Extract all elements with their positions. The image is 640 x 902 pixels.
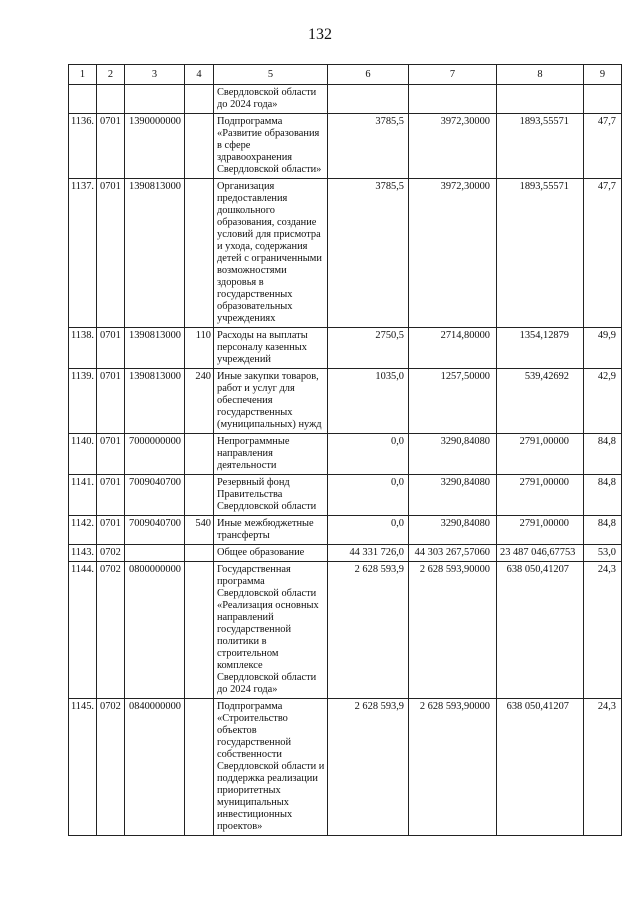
target-article-cell: 1390813000	[125, 328, 185, 369]
table-row	[69, 369, 622, 434]
target-article-cell: 7000000000	[125, 434, 185, 475]
expense-type-cell	[185, 699, 214, 836]
expense-type-cell	[185, 545, 214, 562]
percent-cell: 84,8	[584, 516, 622, 545]
approved-amount-cell: 2 628 593,9	[328, 699, 409, 836]
percent-cell: 53,0	[584, 545, 622, 562]
expense-type-cell	[185, 114, 214, 179]
executed-amount-cell: 638 050,41207	[497, 562, 584, 699]
section-code-cell: 0701	[97, 179, 125, 328]
section-code-cell	[97, 85, 125, 114]
description-cell: Непрограммные направления деятельности	[214, 434, 328, 475]
expense-type-cell	[185, 85, 214, 114]
section-code-cell: 0702	[97, 545, 125, 562]
target-article-cell: 0800000000	[125, 562, 185, 699]
approved-amount-cell: 2750,5	[328, 328, 409, 369]
description-cell: Подпрограмма «Развитие образования в сфере здравоохранения Свердловской области»	[214, 114, 328, 179]
row-number-cell: 1143.	[69, 545, 97, 562]
target-article-cell	[125, 545, 185, 562]
budget-table	[68, 64, 622, 836]
column-header: 1	[69, 65, 97, 85]
target-article-cell: 7009040700	[125, 516, 185, 545]
approved-amount-cell: 2 628 593,9	[328, 562, 409, 699]
table-row	[69, 328, 622, 369]
expense-type-cell: 540	[185, 516, 214, 545]
approved-amount-cell: 44 331 726,0	[328, 545, 409, 562]
table-header-row	[69, 65, 622, 85]
expense-type-cell	[185, 434, 214, 475]
target-article-cell: 0840000000	[125, 699, 185, 836]
section-code-cell: 0701	[97, 114, 125, 179]
row-number-cell	[69, 85, 97, 114]
percent-cell: 47,7	[584, 179, 622, 328]
section-code-cell: 0701	[97, 328, 125, 369]
description-cell: Организация предоставления дошкольного образования, создание условий для присмотра и ухода, содержания детей с ограниченными возможностями здоровья в государственных образовательных учреждениях	[214, 179, 328, 328]
row-number-cell: 1144.	[69, 562, 97, 699]
description-cell: Подпрограмма «Строительство объектов государственной собственности Свердловской области и поддержка реализации приоритетных муниципальных инвестиционных проектов»	[214, 699, 328, 836]
planned-amount-cell: 2714,80000	[409, 328, 497, 369]
executed-amount-cell: 1893,55571	[497, 179, 584, 328]
table-row	[69, 85, 622, 114]
section-code-cell: 0701	[97, 475, 125, 516]
description-cell: Свердловской области до 2024 года»	[214, 85, 328, 114]
planned-amount-cell: 3290,84080	[409, 475, 497, 516]
table-row	[69, 114, 622, 179]
executed-amount-cell: 2791,00000	[497, 434, 584, 475]
column-header: 6	[328, 65, 409, 85]
percent-cell: 24,3	[584, 699, 622, 836]
target-article-cell: 1390813000	[125, 369, 185, 434]
executed-amount-cell: 1354,12879	[497, 328, 584, 369]
row-number-cell: 1142.	[69, 516, 97, 545]
planned-amount-cell: 3290,84080	[409, 516, 497, 545]
target-article-cell: 1390000000	[125, 114, 185, 179]
table-row	[69, 434, 622, 475]
executed-amount-cell: 1893,55571	[497, 114, 584, 179]
section-code-cell: 0702	[97, 699, 125, 836]
row-number-cell: 1141.	[69, 475, 97, 516]
approved-amount-cell	[328, 85, 409, 114]
table-row	[69, 545, 622, 562]
row-number-cell: 1138.	[69, 328, 97, 369]
planned-amount-cell	[409, 85, 497, 114]
target-article-cell: 7009040700	[125, 475, 185, 516]
column-header: 8	[497, 65, 584, 85]
executed-amount-cell: 638 050,41207	[497, 699, 584, 836]
column-header: 2	[97, 65, 125, 85]
planned-amount-cell: 44 303 267,57060	[409, 545, 497, 562]
column-header: 3	[125, 65, 185, 85]
approved-amount-cell: 0,0	[328, 475, 409, 516]
expense-type-cell	[185, 475, 214, 516]
column-header: 7	[409, 65, 497, 85]
expense-type-cell: 110	[185, 328, 214, 369]
planned-amount-cell: 3972,30000	[409, 114, 497, 179]
expense-type-cell	[185, 179, 214, 328]
approved-amount-cell: 3785,5	[328, 114, 409, 179]
expense-type-cell	[185, 562, 214, 699]
target-article-cell	[125, 85, 185, 114]
column-header: 5	[214, 65, 328, 85]
row-number-cell: 1137.	[69, 179, 97, 328]
executed-amount-cell: 2791,00000	[497, 516, 584, 545]
section-code-cell: 0701	[97, 516, 125, 545]
percent-cell: 49,9	[584, 328, 622, 369]
section-code-cell: 0701	[97, 369, 125, 434]
column-header: 9	[584, 65, 622, 85]
row-number-cell: 1140.	[69, 434, 97, 475]
description-cell: Расходы на выплаты персоналу казенных учреждений	[214, 328, 328, 369]
column-header: 4	[185, 65, 214, 85]
description-cell: Иные межбюджетные трансферты	[214, 516, 328, 545]
percent-cell: 84,8	[584, 475, 622, 516]
planned-amount-cell: 1257,50000	[409, 369, 497, 434]
table-row	[69, 179, 622, 328]
executed-amount-cell: 539,42692	[497, 369, 584, 434]
table-row	[69, 475, 622, 516]
description-cell: Государственная программа Свердловской области «Реализация основных направлений государственной политики в строительном комплексе Свердловской области до 2024 года»	[214, 562, 328, 699]
target-article-cell: 1390813000	[125, 179, 185, 328]
planned-amount-cell: 2 628 593,90000	[409, 562, 497, 699]
page-number: 132	[308, 26, 332, 43]
percent-cell	[584, 85, 622, 114]
approved-amount-cell: 0,0	[328, 516, 409, 545]
section-code-cell: 0701	[97, 434, 125, 475]
description-cell: Общее образование	[214, 545, 328, 562]
planned-amount-cell: 2 628 593,90000	[409, 699, 497, 836]
percent-cell: 84,8	[584, 434, 622, 475]
row-number-cell: 1145.	[69, 699, 97, 836]
row-number-cell: 1136.	[69, 114, 97, 179]
executed-amount-cell: 2791,00000	[497, 475, 584, 516]
section-code-cell: 0702	[97, 562, 125, 699]
expense-type-cell: 240	[185, 369, 214, 434]
approved-amount-cell: 1035,0	[328, 369, 409, 434]
planned-amount-cell: 3290,84080	[409, 434, 497, 475]
table-row	[69, 699, 622, 836]
row-number-cell: 1139.	[69, 369, 97, 434]
percent-cell: 24,3	[584, 562, 622, 699]
percent-cell: 42,9	[584, 369, 622, 434]
executed-amount-cell: 23 487 046,67753	[497, 545, 584, 562]
table-row	[69, 516, 622, 545]
executed-amount-cell	[497, 85, 584, 114]
approved-amount-cell: 3785,5	[328, 179, 409, 328]
percent-cell: 47,7	[584, 114, 622, 179]
approved-amount-cell: 0,0	[328, 434, 409, 475]
table-row	[69, 562, 622, 699]
planned-amount-cell: 3972,30000	[409, 179, 497, 328]
description-cell: Резервный фонд Правительства Свердловской области	[214, 475, 328, 516]
description-cell: Иные закупки товаров, работ и услуг для обеспечения государственных (муниципальных) нужд	[214, 369, 328, 434]
